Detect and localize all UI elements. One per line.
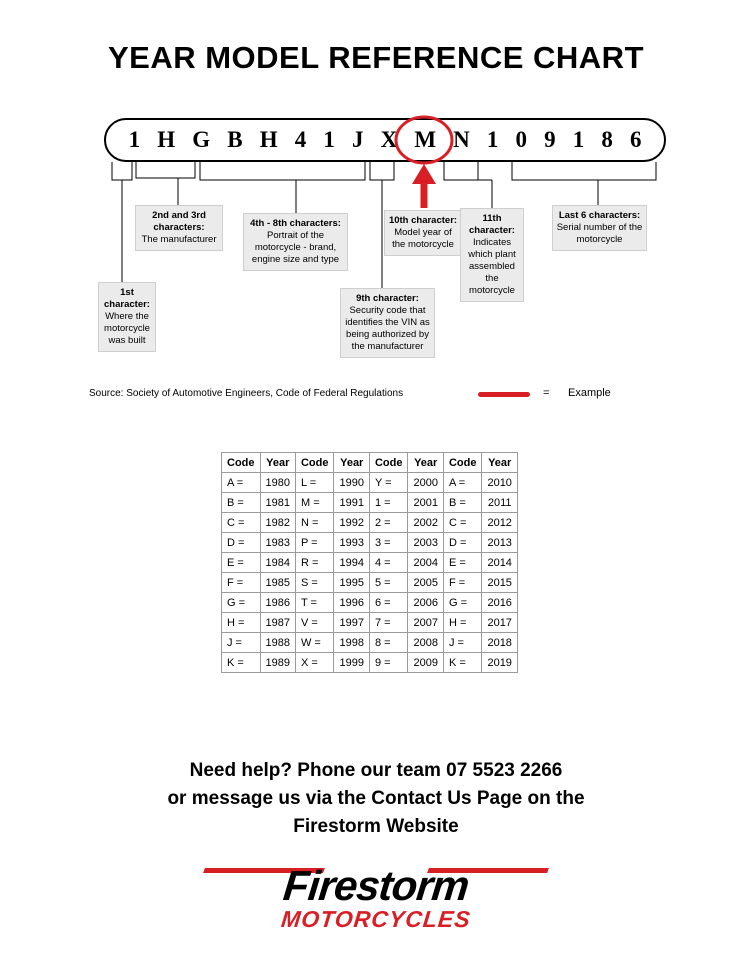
vin-number-box	[104, 118, 666, 162]
footer-contact	[0, 757, 752, 841]
code-cell: E =	[222, 553, 261, 573]
code-cell: K =	[443, 653, 482, 673]
year-cell: 2003	[408, 533, 443, 553]
code-cell: E =	[443, 553, 482, 573]
callout-first-character	[98, 282, 156, 352]
table-row	[222, 573, 518, 593]
year-cell: 2004	[408, 553, 443, 573]
code-cell: D =	[222, 533, 261, 553]
year-cell: 1995	[334, 573, 369, 593]
code-cell: R =	[295, 553, 334, 573]
callout-body: Indicates which plant assembled the motorcycle	[468, 237, 516, 296]
code-cell: B =	[222, 493, 261, 513]
year-cell: 1982	[260, 513, 295, 533]
code-cell: F =	[222, 573, 261, 593]
code-cell: L =	[295, 473, 334, 493]
table-row	[222, 493, 518, 513]
code-cell: 6 =	[369, 593, 408, 613]
callout-ninth-character	[340, 288, 435, 358]
code-cell: 5 =	[369, 573, 408, 593]
year-cell: 1987	[260, 613, 295, 633]
year-cell: 2012	[482, 513, 517, 533]
year-cell: 2000	[408, 473, 443, 493]
footer-line-1: Need help? Phone our team 07 5523 2266	[189, 760, 563, 781]
year-cell: 2009	[408, 653, 443, 673]
year-cell: 2011	[482, 493, 517, 513]
vin-character: 6	[630, 127, 642, 152]
callout-body: Serial number of the motorcycle	[556, 222, 643, 245]
vin-character: 0	[515, 127, 528, 152]
code-cell: M =	[295, 493, 334, 513]
code-cell: W =	[295, 633, 334, 653]
callout-last-six-characters	[552, 205, 647, 251]
code-cell: H =	[222, 613, 261, 633]
year-code-table	[221, 452, 518, 673]
year-cell: 1988	[260, 633, 295, 653]
code-cell: N =	[295, 513, 334, 533]
code-cell: Y =	[369, 473, 408, 493]
code-cell: A =	[443, 473, 482, 493]
year-cell: 2019	[482, 653, 517, 673]
vin-character: 9	[544, 127, 556, 152]
year-cell: 2013	[482, 533, 517, 553]
callout-heading: 2nd and 3rd characters:	[152, 210, 206, 233]
callout-body: Model year of the motorcycle	[392, 227, 454, 250]
code-cell: 2 =	[369, 513, 408, 533]
footer-line-3: Firestorm Website	[293, 816, 459, 837]
code-cell: G =	[222, 593, 261, 613]
year-cell: 2006	[408, 593, 443, 613]
source-note: Source: Society of Automotive Engineers, Code of Federal Regulations	[89, 388, 404, 399]
year-cell: 1994	[334, 553, 369, 573]
column-header: Year	[334, 453, 369, 473]
code-cell: F =	[443, 573, 482, 593]
callout-body: Portrait of the motorcycle - brand, engine size and type	[251, 230, 340, 265]
callout-body: Security code that identifies the VIN as being authorized by the manufacturer	[345, 305, 430, 352]
vin-character: B	[227, 127, 243, 152]
callout-second-third-characters	[135, 205, 223, 251]
code-cell: G =	[443, 593, 482, 613]
year-cell: 1985	[260, 573, 295, 593]
vin-character: 1	[572, 127, 585, 152]
year-cell: 1993	[334, 533, 369, 553]
callout-body: Where the motorcycle was built	[104, 311, 150, 346]
legend-example-swatch	[478, 392, 530, 397]
code-cell: 9 =	[369, 653, 408, 673]
year-cell: 1996	[334, 593, 369, 613]
year-cell: 2015	[482, 573, 517, 593]
year-cell: 1990	[334, 473, 369, 493]
red-arrow	[412, 164, 436, 208]
logo-subtext: MOTORCYCLES	[279, 906, 473, 932]
page-title: YEAR MODEL REFERENCE CHART	[107, 40, 645, 75]
year-cell: 1998	[334, 633, 369, 653]
code-cell: J =	[222, 633, 261, 653]
callout-heading: Last 6 characters:	[558, 210, 641, 221]
table-row	[222, 633, 518, 653]
year-cell: 2007	[408, 613, 443, 633]
vin-character: H	[259, 127, 278, 152]
code-cell: J =	[443, 633, 482, 653]
year-cell: 2016	[482, 593, 517, 613]
firestorm-logo	[196, 862, 556, 934]
column-header: Code	[222, 453, 261, 473]
callout-eleventh-character	[460, 208, 524, 302]
column-header: Code	[295, 453, 334, 473]
code-cell: 3 =	[369, 533, 408, 553]
table-row	[222, 473, 518, 493]
year-cell: 1992	[334, 513, 369, 533]
column-header: Code	[443, 453, 482, 473]
callout-body: The manufacturer	[141, 234, 217, 245]
callout-heading: 1st character:	[104, 287, 150, 310]
vin-character-highlighted: M	[414, 127, 437, 152]
year-cell: 1983	[260, 533, 295, 553]
legend-equals: =	[543, 387, 550, 399]
year-cell: 1980	[260, 473, 295, 493]
column-header: Year	[482, 453, 517, 473]
code-cell: B =	[443, 493, 482, 513]
code-cell: T =	[295, 593, 334, 613]
table-row	[222, 553, 518, 573]
year-cell: 1997	[334, 613, 369, 633]
year-cell: 1981	[260, 493, 295, 513]
code-cell: D =	[443, 533, 482, 553]
vin-character: X	[380, 127, 398, 152]
year-cell: 1984	[260, 553, 295, 573]
column-header: Year	[260, 453, 295, 473]
vin-character: 1	[323, 127, 335, 152]
vin-character: N	[453, 127, 470, 152]
callout-heading: 9th character:	[356, 293, 419, 304]
year-cell: 1989	[260, 653, 295, 673]
year-cell: 2010	[482, 473, 517, 493]
table-row	[222, 613, 518, 633]
year-cell: 2002	[408, 513, 443, 533]
callout-heading: 11th character:	[469, 213, 515, 236]
vin-character: H	[157, 127, 176, 152]
code-cell: 4 =	[369, 553, 408, 573]
code-cell: A =	[222, 473, 261, 493]
code-cell: H =	[443, 613, 482, 633]
footer-line-2: or message us via the Contact Us Page on the	[167, 788, 585, 809]
column-header: Code	[369, 453, 408, 473]
column-header: Year	[408, 453, 443, 473]
code-cell: C =	[443, 513, 482, 533]
year-cell: 2018	[482, 633, 517, 653]
table-row	[222, 653, 518, 673]
table-header-row	[222, 453, 518, 473]
year-cell: 2017	[482, 613, 517, 633]
year-cell: 1999	[334, 653, 369, 673]
vin-character: 1	[128, 127, 141, 152]
table-row	[222, 533, 518, 553]
year-cell: 2014	[482, 553, 517, 573]
code-cell: C =	[222, 513, 261, 533]
vin-character: 8	[601, 127, 613, 152]
year-cell: 1991	[334, 493, 369, 513]
code-cell: 7 =	[369, 613, 408, 633]
year-cell: 1986	[260, 593, 295, 613]
vin-character: G	[192, 127, 211, 152]
callout-fourth-eighth-characters	[243, 213, 348, 271]
logo-wordmark: Firestorm	[281, 862, 471, 909]
callout-heading: 10th character:	[388, 215, 458, 226]
table-row	[222, 593, 518, 613]
code-cell: X =	[295, 653, 334, 673]
year-cell: 2005	[408, 573, 443, 593]
code-cell: K =	[222, 653, 261, 673]
callout-tenth-character	[384, 210, 462, 256]
vin-character: J	[351, 127, 364, 152]
legend-label: Example	[568, 387, 611, 399]
code-cell: 1 =	[369, 493, 408, 513]
code-cell: S =	[295, 573, 334, 593]
table-row	[222, 513, 518, 533]
vin-character: 4	[294, 127, 307, 152]
vin-character: 1	[486, 127, 499, 152]
callout-heading: 4th - 8th characters:	[250, 218, 341, 229]
year-cell: 2001	[408, 493, 443, 513]
code-cell: V =	[295, 613, 334, 633]
year-cell: 2008	[408, 633, 443, 653]
code-cell: 8 =	[369, 633, 408, 653]
code-cell: P =	[295, 533, 334, 553]
